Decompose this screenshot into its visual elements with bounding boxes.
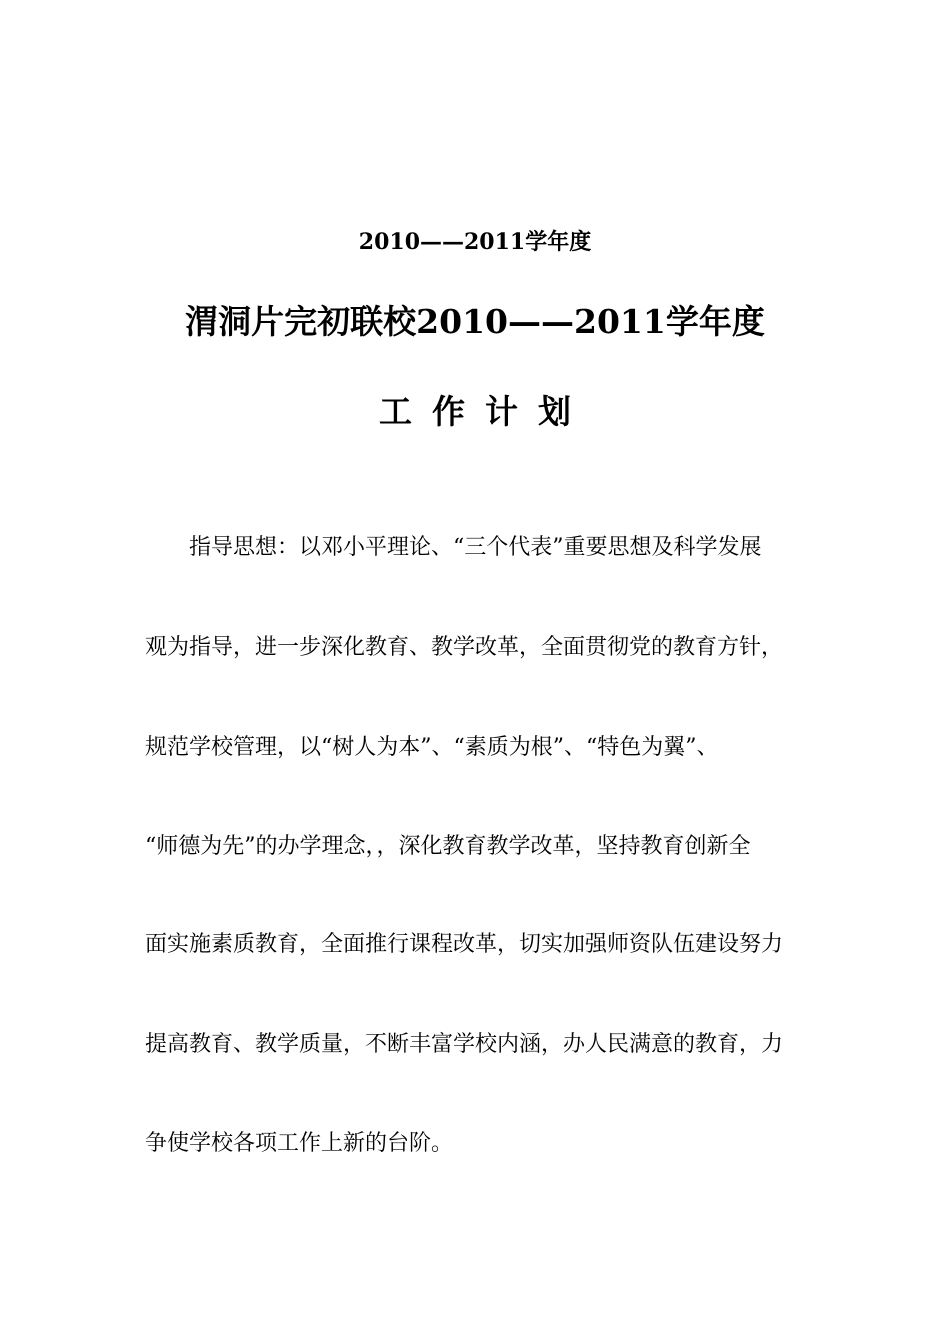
paragraph-line: “师德为先”的办学理念，，深化教育教学改革，坚持教育创新全 [145, 834, 751, 859]
paragraph-line: 面实施素质教育，全面推行课程改革，切实加强师资队伍建设努力 [145, 932, 784, 957]
paragraph-line: 争使学校各项工作上新的台阶。 [145, 1131, 454, 1156]
paragraph-line: 观为指导，进一步深化教育、教学改革，全面贯彻党的教育方针， [145, 635, 784, 660]
paragraph-line: 提高教育、教学质量，不断丰富学校内涵，办人民满意的教育，力 [145, 1032, 784, 1057]
paragraph-line: 规范学校管理，以“树人为本”、“素质为根”、“特色为翼”、 [145, 735, 719, 760]
document-subtitle: 工作计划 [379, 392, 591, 431]
document-title: 渭洞片完初联校2010——2011学年度 [185, 302, 765, 341]
year-heading: 2010——2011学年度 [358, 229, 592, 255]
paragraph-line: 指导思想：以邓小平理论、“三个代表”重要思想及科学发展 [189, 535, 762, 560]
